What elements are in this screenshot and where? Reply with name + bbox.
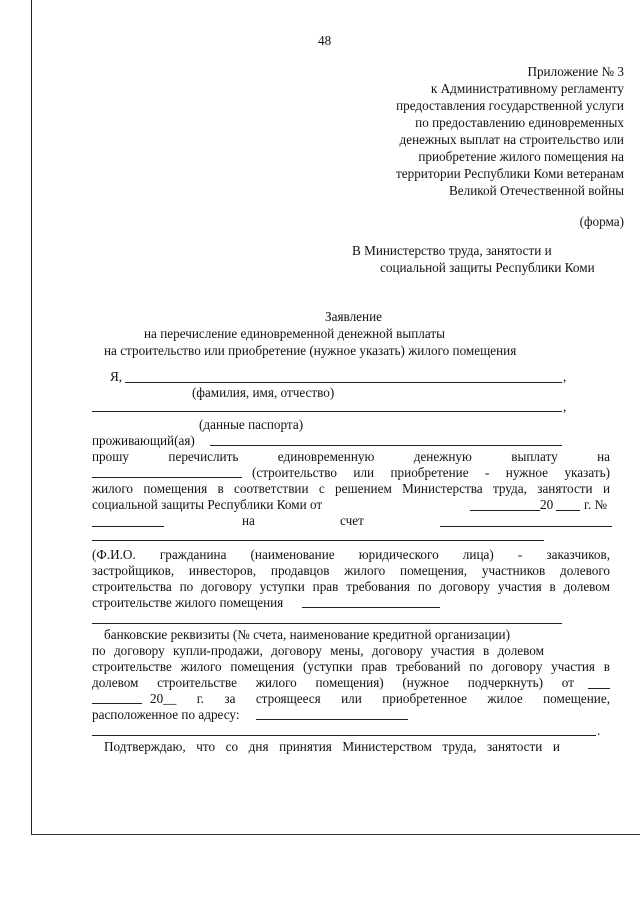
bottom-rule: [31, 834, 640, 835]
address-label: расположенное по адресу:: [92, 707, 240, 722]
addressee-line: В Министерство труда, занятости и: [352, 243, 552, 258]
passport-caption: (данные паспорта): [199, 417, 304, 432]
appendix-title: Приложение № 3: [527, 64, 624, 79]
form-label: (форма): [579, 214, 624, 229]
contract-line: строительстве жилого помещения (уступки прав требований по договору участия в: [92, 659, 610, 674]
decision-date-blank: [470, 510, 540, 511]
recipient-extra-blank: [302, 607, 440, 608]
confirm-line: Подтверждаю, что со дня принятия Министерством труда, занятости и: [104, 739, 560, 754]
ya-label: Я,: [110, 369, 123, 384]
appendix-line: по предоставлению единовременных: [415, 115, 624, 130]
decision-number-blank: [92, 526, 164, 527]
purpose-line: (строительство или приобретение - нужное указать): [252, 465, 610, 480]
heading-line: на перечисление единовременной денежной выплаты: [144, 326, 445, 341]
residing-label: проживающий(ая): [92, 433, 195, 448]
document-title: Заявление: [325, 309, 382, 324]
page-number: 48: [318, 33, 332, 48]
appendix-line: территории Республики Коми ветеранам: [395, 166, 624, 181]
period: .: [597, 723, 601, 738]
recipient-caption-line: застройщиков, инвесторов, продавцов жилого помещения, участников долевого: [92, 563, 610, 578]
year-suffix: г. №: [584, 497, 608, 512]
appendix-line: к Административному регламенту: [430, 81, 624, 96]
contract-day-blank: [92, 703, 142, 704]
account-label: счет: [340, 513, 364, 528]
fio-blank: [125, 382, 562, 383]
address-continuation-blank: [92, 735, 596, 736]
year-prefix: 20: [540, 497, 554, 512]
ministry-line: социальной защиты Республики Коми от: [92, 497, 323, 512]
appendix-line: Великой Отечественной войны: [449, 183, 624, 198]
heading-line: на строительство или приобретение (нужное указать) жилого помещения: [104, 343, 517, 358]
passport-blank: [92, 411, 562, 412]
on-label: на: [242, 513, 255, 528]
purpose-blank: [92, 477, 242, 478]
year-blank: [556, 510, 580, 511]
comma: ,: [563, 369, 567, 384]
housing-line: жилого помещения в соответствии с решением Министерства труда, занятости и: [92, 481, 610, 496]
recipient-caption-line: строительства по договору уступки прав требования по договору участия в долевом: [92, 579, 610, 594]
comma: ,: [563, 399, 567, 414]
contract-date-blank: [588, 688, 610, 689]
appendix-line: приобретение жилого помещения на: [418, 149, 624, 164]
bank-details-blank: [92, 623, 562, 624]
residence-blank: [210, 445, 562, 446]
appendix-line: денежных выплат на строительство или: [399, 132, 624, 147]
bank-caption: банковские реквизиты (№ счета, наименование кредитной организации): [104, 627, 511, 642]
recipient-caption-line: строительстве жилого помещения: [92, 595, 284, 610]
account-blank: [440, 526, 612, 527]
recipient-blank: [92, 540, 544, 541]
addressee-line: социальной защиты Республики Коми: [380, 260, 595, 275]
contract-line: долевом строительстве жилого помещения) (нужное подчеркнуть) от: [92, 675, 574, 690]
left-margin-line: [31, 0, 32, 835]
request-line: прошу перечислить единовременную денежную выплату на: [92, 449, 610, 464]
fio-caption: (фамилия, имя, отчество): [192, 385, 335, 400]
address-blank: [256, 719, 408, 720]
contract-line: 20__ г. за строящееся или приобретенное жилое помещение,: [150, 691, 610, 706]
contract-line: по договору купли-продажи, договору мены, договору участия в долевом: [92, 643, 544, 658]
recipient-caption-line: (Ф.И.О. гражданина (наименование юридического лица) - заказчиков,: [92, 547, 610, 562]
appendix-line: предоставления государственной услуги: [396, 98, 624, 113]
